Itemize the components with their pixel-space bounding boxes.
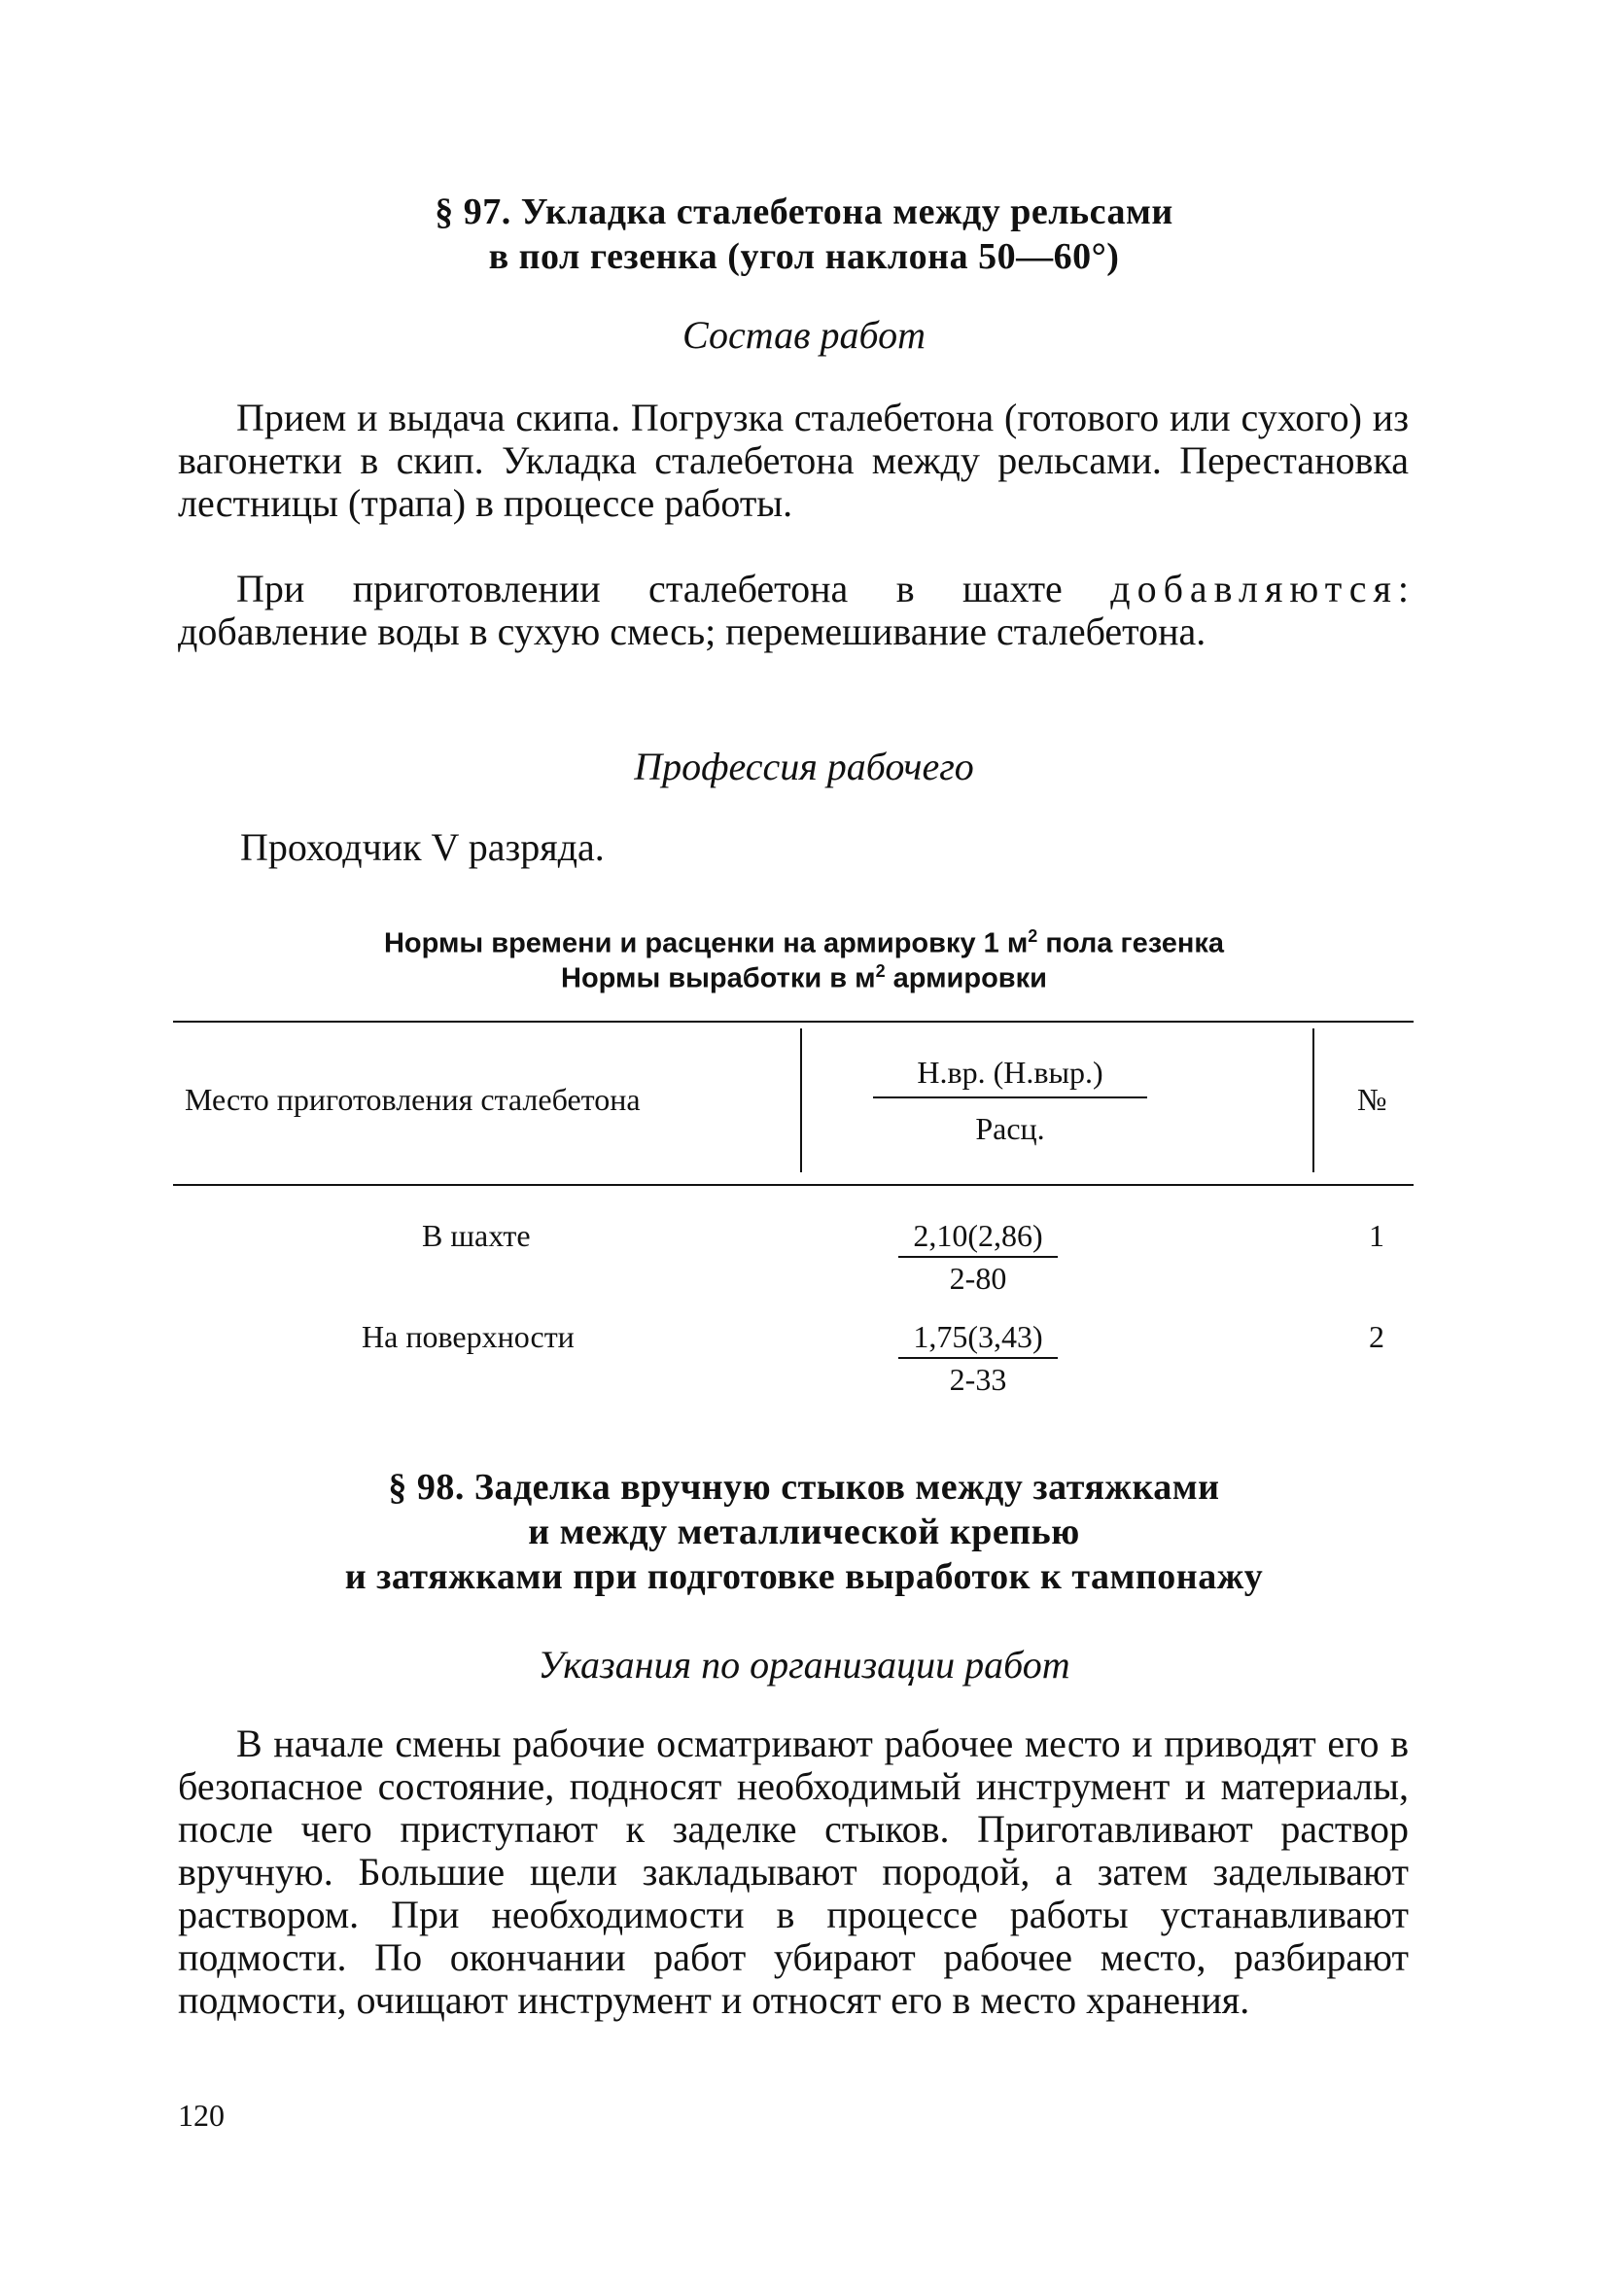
paragraph-2-start: При приготовлении сталебетона в шахте bbox=[236, 567, 1111, 610]
header-norm-bottom: Расц. bbox=[975, 1111, 1045, 1146]
worker-profession-heading: Профессия рабочего bbox=[634, 745, 974, 788]
table-top-rule bbox=[173, 1021, 1414, 1023]
section-98-title-line-3: и затяжками при подготовке выработок к тампонажу bbox=[344, 1556, 1264, 1597]
works-composition-paragraph-2 bbox=[178, 568, 1409, 653]
caption-2-text: Нормы выработки в м bbox=[561, 962, 876, 994]
paragraph-2-spaced-word: добавляются bbox=[1110, 567, 1398, 610]
paragraph-2-end: : добавление воды в сухую смесь; перемешивание сталебетона. bbox=[178, 567, 1409, 653]
caption-2-text-end: армировки bbox=[885, 962, 1047, 994]
section-97-title-line-1: § 97. Укладка сталебетона между рельсами bbox=[435, 191, 1173, 232]
work-organization-heading: Указания по организации работ bbox=[538, 1643, 1070, 1687]
table-row-2-rate: 2-33 bbox=[949, 1362, 1007, 1397]
section-98-title-line-2: и между металлической крепью bbox=[528, 1512, 1080, 1552]
caption-1-superscript: 2 bbox=[1028, 926, 1038, 946]
table-row-2-place: На поверхности bbox=[362, 1319, 575, 1354]
header-fraction-line bbox=[873, 1096, 1147, 1098]
header-number: № bbox=[1357, 1082, 1387, 1117]
worker-profession-text: Проходчик V разряда. bbox=[240, 825, 605, 869]
table-row-1-rate: 2-80 bbox=[949, 1261, 1007, 1296]
table-row-1-number: 1 bbox=[1369, 1218, 1384, 1253]
caption-1-text-end: пола гезенка bbox=[1037, 927, 1225, 959]
table-column-divider-2 bbox=[1312, 1028, 1314, 1172]
work-organization-paragraph: В начале смены рабочие осматривают рабочее место и приводят его в безопасное состояние, подносят необходимый инструмент и материалы, после чего приступают к заделке стыков. Приготавливают раствор вручную. Большие щели закладывают породой, а затем заделывают раствором. При необходимости в процессе работы устанавливают подмости. По окончании работ убирают рабочее место, разбирают подмости, очищают инструмент и относят его в место хранения. bbox=[178, 1722, 1409, 2022]
table-row-1-place: В шахте bbox=[422, 1218, 531, 1253]
table-column-divider-1 bbox=[800, 1028, 802, 1172]
caption-2-superscript: 2 bbox=[875, 961, 886, 981]
table-row-2-norm: 1,75(3,43) bbox=[913, 1319, 1043, 1354]
table-row-2-fraction-line bbox=[898, 1357, 1058, 1359]
header-norm-top: Н.вр. (Н.выр.) bbox=[917, 1055, 1103, 1090]
table-caption-line-2 bbox=[0, 955, 1608, 996]
works-composition-heading: Состав работ bbox=[682, 313, 926, 357]
section-98-title-line-1: § 98. Заделка вручную стыков между затяжками bbox=[388, 1467, 1220, 1508]
page-number: 120 bbox=[178, 2098, 225, 2133]
header-place: Место приготовления сталебетона bbox=[185, 1082, 641, 1117]
section-97-title-line-2: в пол гезенка (угол наклона 50—60°) bbox=[488, 236, 1120, 277]
caption-1-text: Нормы времени и расценки на армировку 1 м bbox=[383, 927, 1029, 959]
table-row-1-norm: 2,10(2,86) bbox=[913, 1218, 1043, 1253]
table-row-1-fraction-line bbox=[898, 1256, 1058, 1258]
works-composition-paragraph-1: Прием и выдача скипа. Погрузка сталебетона (готового или сухого) из вагонетки в скип. Укладка сталебетона между рельсами. Перестановка лестницы (трапа) в процессе работы. bbox=[178, 396, 1409, 525]
table-header-rule bbox=[173, 1184, 1414, 1186]
table-row-2-number: 2 bbox=[1369, 1319, 1384, 1354]
